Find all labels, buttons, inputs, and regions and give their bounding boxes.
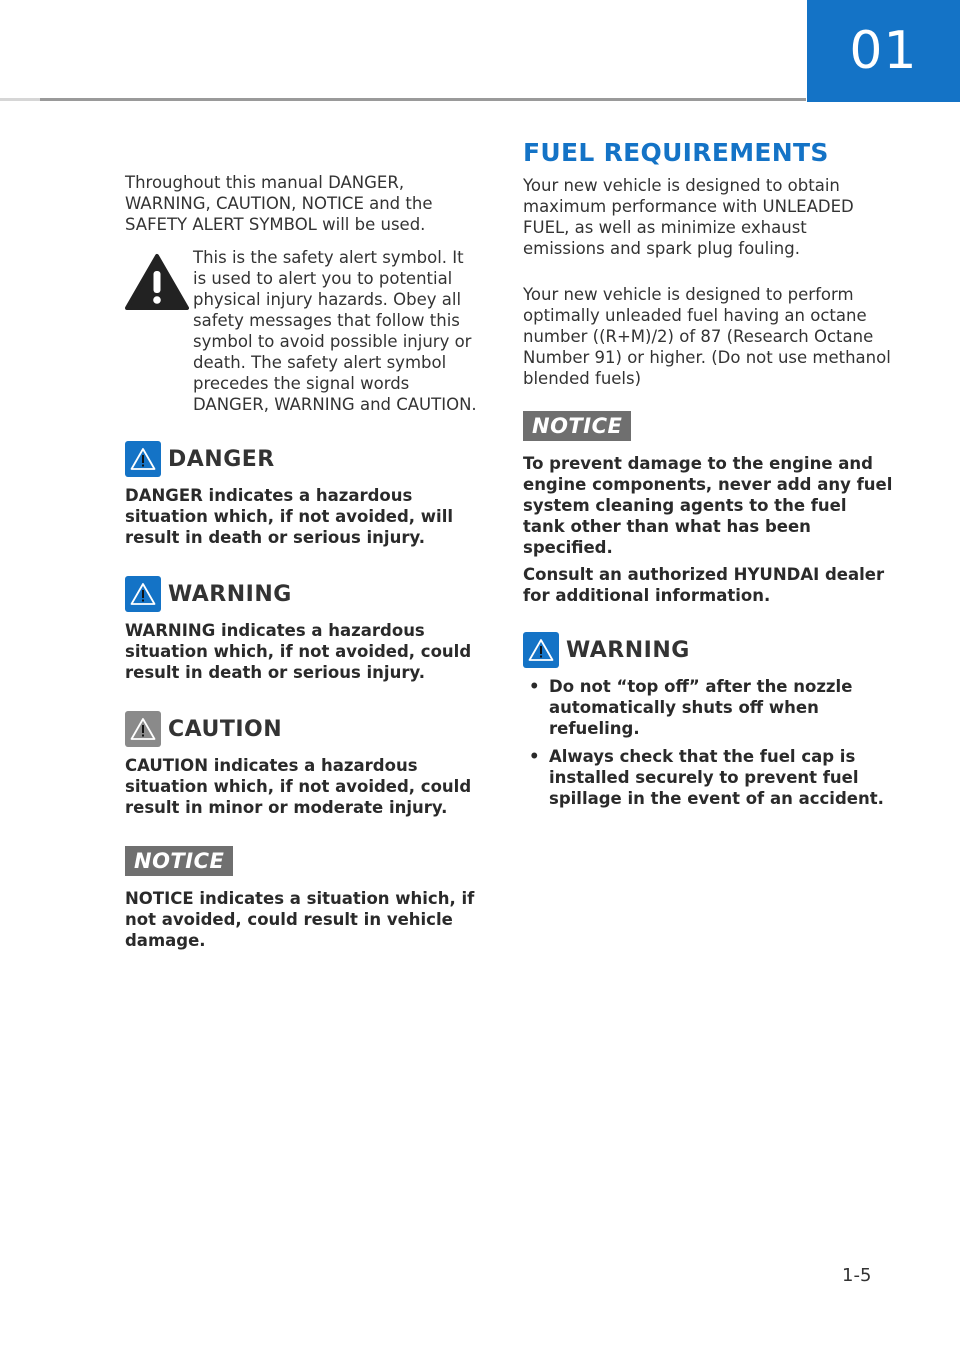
notice-description: NOTICE indicates a situation which, if not avoided, could result in vehicle damage. (125, 889, 475, 950)
left-column (125, 172, 477, 951)
fuel-warning-list (523, 676, 893, 809)
fuel-paragraph-1: Your new vehicle is designed to obtain maximum performance with UNLEADED FUEL, as well as minimize exhaust emissions and spark plug fouling. (523, 176, 854, 258)
list-item-text: Do not “top off” after the nozzle automatically shuts off when refueling. (549, 677, 853, 738)
list-item-text: Always check that the fuel cap is installed securely to prevent fuel spillage in the event of an accident. (549, 747, 884, 808)
danger-alert-icon (125, 441, 161, 477)
danger-description: DANGER indicates a hazardous situation which, if not avoided, will result in death or serious injury. (125, 486, 454, 547)
warning-alert-icon (125, 576, 161, 612)
chapter-tab (807, 0, 960, 102)
list-item (523, 746, 893, 809)
warning-description: WARNING indicates a hazardous situation which, if not avoided, could result in death or serious injury. (125, 621, 472, 682)
notice-badge: NOTICE (125, 846, 233, 876)
intro-text: Throughout this manual DANGER, WARNING, CAUTION, NOTICE and the SAFETY ALERT SYMBOL will be used. (125, 173, 433, 234)
safety-alert-icon (125, 247, 191, 415)
section-title: FUEL REQUIREMENTS (523, 138, 829, 167)
bullet-icon: • (529, 747, 540, 766)
list-item (523, 676, 893, 739)
notice-heading (125, 846, 477, 876)
caution-heading (125, 711, 477, 747)
header-rule-accent (0, 98, 40, 101)
page-number: 1-5 (842, 1265, 872, 1286)
caution-description: CAUTION indicates a hazardous situation which, if not avoided, could result in minor or moderate injury. (125, 756, 472, 817)
safety-alert-block (125, 247, 477, 415)
safety-alert-text: This is the safety alert symbol. It is used to alert you to potential physical injury hazards. Obey all safety messages that follow this symbol to avoid possible injury or death. The safety alert symbol precedes the signal words DANGER, WARNING and CAUTION. (193, 248, 477, 414)
danger-label: DANGER (168, 446, 275, 472)
bullet-icon: • (529, 677, 540, 696)
warning-heading (125, 576, 477, 612)
fuel-warning-alert-icon (523, 632, 559, 668)
caution-alert-icon (125, 711, 161, 747)
fuel-notice-badge: NOTICE (523, 411, 631, 441)
danger-heading (125, 441, 477, 477)
fuel-warning-heading (523, 632, 893, 668)
fuel-notice-text-1: To prevent damage to the engine and engine components, never add any fuel system cleaning agents to the fuel tank other than what has been specified. (523, 454, 893, 557)
fuel-warning-label: WARNING (566, 637, 690, 663)
caution-label: CAUTION (168, 716, 283, 742)
fuel-notice-heading (523, 411, 893, 441)
warning-label: WARNING (168, 581, 292, 607)
fuel-notice-text-2: Consult an authorized HYUNDAI dealer for additional information. (523, 565, 885, 605)
header-rule (0, 98, 806, 101)
fuel-paragraph-2: Your new vehicle is designed to perform optimally unleaded fuel having an octane number ((R+M)/2) of 87 (Research Octane Number 91) or higher. (Do not use methanol blended fuels) (523, 285, 891, 388)
chapter-number: 01 (849, 21, 918, 81)
right-column (523, 138, 893, 816)
